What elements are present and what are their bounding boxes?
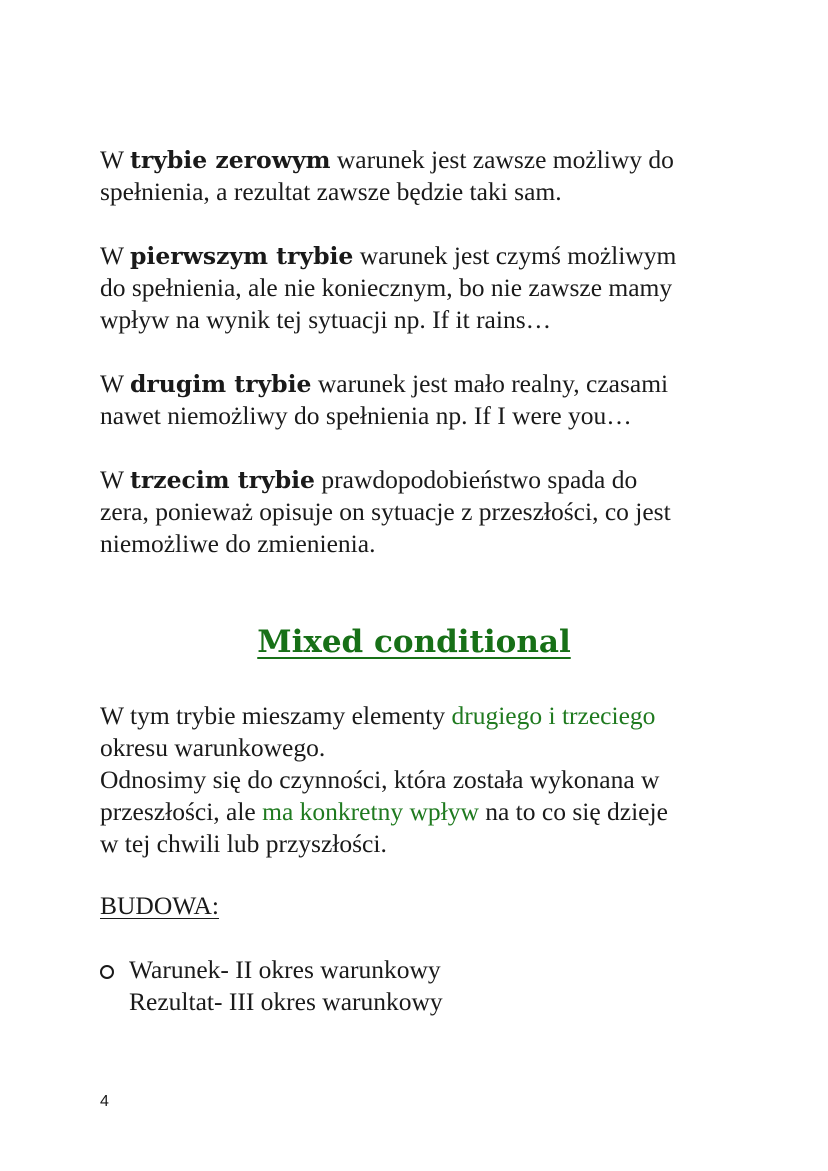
text: nawet niemożliwy do spełnienia np. If I were you… xyxy=(100,401,632,430)
bold-term: trybie zerowym xyxy=(129,146,331,174)
highlight-text: drugiego i trzeciego xyxy=(451,701,656,730)
circle-bullet-icon xyxy=(100,965,114,979)
text: W tym trybie mieszamy elementy xyxy=(100,701,452,730)
paragraph-mixed-conditional xyxy=(100,700,740,860)
text: w tej chwili lub przyszłości. xyxy=(100,829,387,858)
text: niemożliwe do zmienienia. xyxy=(100,529,376,558)
text: warunek jest czymś możliwym xyxy=(353,241,677,270)
paragraph-zero-conditional xyxy=(100,144,740,208)
section-heading: Mixed conditional xyxy=(257,624,571,660)
bold-term: trzecim trybie xyxy=(129,466,316,494)
text: zera, ponieważ opisuje on sytuacje z przeszłości, co jest xyxy=(100,497,671,526)
text: warunek jest mało realny, czasami xyxy=(311,369,669,398)
paragraph-second-conditional xyxy=(100,368,740,432)
text: okresu warunkowego. xyxy=(100,733,326,762)
text: na to co się dzieje xyxy=(478,797,668,826)
text: Rezultat- III okres warunkowy xyxy=(129,987,443,1016)
bold-term: pierwszym trybie xyxy=(129,242,354,270)
text: prawdopodobieństwo spada do xyxy=(315,465,638,494)
text: spełnienia, a rezultat zawsze będzie taki sam. xyxy=(100,177,562,206)
highlight-text: ma konkretny wpływ xyxy=(262,797,479,826)
list-item-text xyxy=(129,954,443,1018)
text: W xyxy=(100,369,130,398)
bold-term: drugim trybie xyxy=(129,370,312,398)
text: Warunek- II okres warunkowy xyxy=(129,955,441,984)
paragraph-first-conditional xyxy=(100,240,740,336)
text: do spełnienia, ale nie koniecznym, bo nie zawsze mamy xyxy=(100,273,673,302)
text: W xyxy=(100,241,130,270)
text: wpływ na wynik tej sytuacji np. If it rains… xyxy=(100,305,552,334)
text: warunek jest zawsze możliwy do xyxy=(330,145,674,174)
page-number: 4 xyxy=(100,1093,109,1110)
paragraph-third-conditional xyxy=(100,464,740,560)
text: W xyxy=(100,465,130,494)
text: przeszłości, ale xyxy=(100,797,263,826)
text: Odnosimy się do czynności, która została wykonana w xyxy=(100,765,660,794)
text: W xyxy=(100,145,130,174)
structure-label: BUDOWA: xyxy=(100,891,219,920)
